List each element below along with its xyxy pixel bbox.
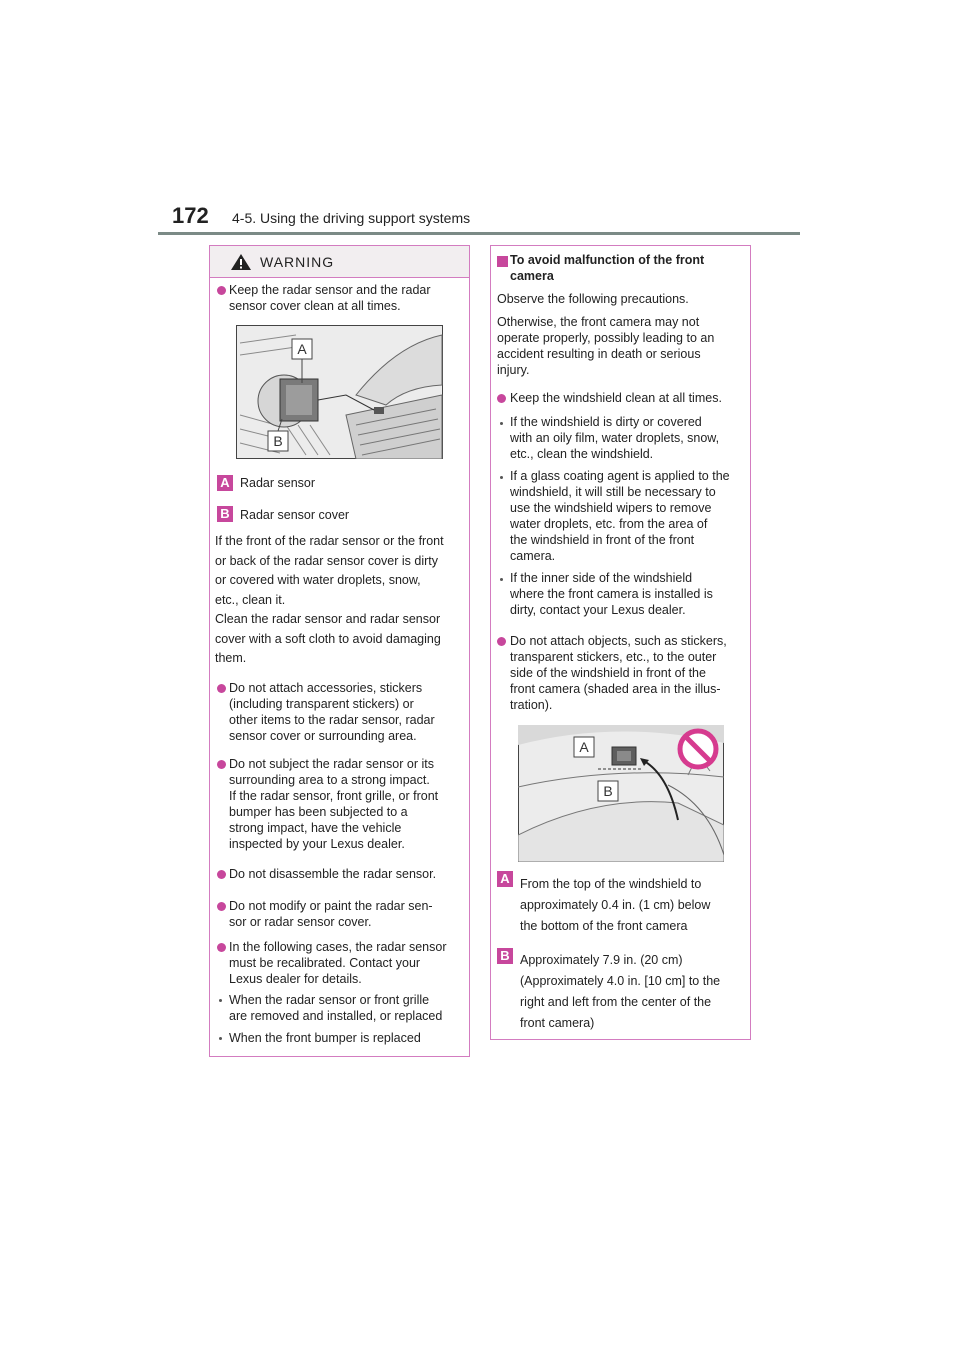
heading-square-icon (497, 256, 508, 267)
warning-sub-2: When the front bumper is replaced (229, 1031, 421, 1045)
sub-bullet-icon (500, 578, 503, 581)
camera-heading: To avoid malfunction of the front camera (510, 253, 705, 283)
header-rule (158, 232, 800, 235)
legend-a-text: From the top of the windshield to approximately 0.4 in. (1 cm) below the bottom of the front camera (520, 877, 711, 933)
warning-label: WARNING (260, 254, 335, 270)
camera-intro: Observe the following precautions. (497, 292, 689, 306)
windshield-figure (518, 725, 724, 862)
warning-triangle-icon (230, 253, 252, 271)
bullet-icon (497, 637, 506, 646)
sub-bullet-icon (219, 1037, 222, 1040)
legend-b-text: Approximately 7.9 in. (20 cm) (Approximately 4.0 in. [10 cm] to the right and left from the center of the front camera) (520, 953, 721, 1030)
sub-bullet-icon (500, 422, 503, 425)
bullet-icon (217, 684, 226, 693)
radar-sensor-figure (236, 325, 443, 459)
warning-bullet-1: Keep the radar sensor and the radar sensor cover clean at all times. (229, 283, 431, 313)
prohibited-icon (680, 731, 716, 767)
warning-sub-1: When the radar sensor or front grille are removed and installed, or replaced (229, 993, 443, 1023)
legend-b-label: B (497, 948, 513, 964)
figure-callout-b: B (603, 783, 613, 799)
bullet-icon (217, 870, 226, 879)
bullet-icon (217, 902, 226, 911)
warning-bullet-3: Do not subject the radar sensor or its surrounding area to a strong impact. If the radar sensor, front grille, or front bumper has been subjected to a strong impact, have the vehicle inspected by your Lexus dealer. (229, 757, 439, 851)
warning-bullet-5: Do not modify or paint the radar sen- sor or radar sensor cover. (229, 899, 433, 929)
legend-b-text: Radar sensor cover (240, 508, 350, 522)
legend-a-label: A (217, 475, 233, 491)
figure-callout-a: A (579, 739, 589, 755)
cleaning-paragraph: If the front of the radar sensor or the front or back of the radar sensor cover is dirty or covered with water droplets, snow, etc., clean it. Clean the radar sensor and radar sensor cover with a soft cloth to avoid damaging them. (215, 534, 444, 665)
camera-sub-3: If the inner side of the windshield where the front camera is installed is dirty, contact your Lexus dealer. (510, 571, 713, 617)
warning-box (209, 245, 470, 1057)
camera-bullet-2: Do not attach objects, such as stickers, transparent stickers, etc., to the outer side of the windshield in front of the front camera (shaded area in the illus- tration). (510, 634, 727, 712)
warning-bullet-6: In the following cases, the radar sensor must be recalibrated. Contact your Lexus dealer for details. (229, 940, 447, 986)
sub-bullet-icon (219, 999, 222, 1002)
legend-b-label: B (217, 506, 233, 522)
camera-consequence: Otherwise, the front camera may not operate properly, possibly leading to an accident resulting in death or serious injury. (497, 315, 715, 377)
camera-box (490, 245, 751, 1040)
bullet-icon (217, 760, 226, 769)
page-number: 172 (172, 203, 209, 228)
warning-bullet-4: Do not disassemble the radar sensor. (229, 867, 437, 881)
bullet-icon (217, 286, 226, 295)
sub-bullet-icon (500, 476, 503, 479)
legend-a-label: A (497, 871, 513, 887)
section-title: 4-5. Using the driving support systems (232, 210, 471, 226)
bullet-icon (497, 394, 506, 403)
figure-callout-b: B (273, 433, 283, 449)
warning-header (210, 246, 469, 278)
camera-bullet-1: Keep the windshield clean at all times. (510, 391, 722, 405)
camera-sub-1: If the windshield is dirty or covered with an oily film, water droplets, snow, etc., clean the windshield. (510, 415, 720, 461)
legend-a-text: Radar sensor (240, 476, 316, 490)
camera-sub-2: If a glass coating agent is applied to the windshield, it will still be necessary to use the windshield wipers to remove water droplets, etc. from the area of the windshield in front of the front camera. (510, 469, 730, 563)
warning-bullet-2: Do not attach accessories, stickers (including transparent stickers) or other items to the radar sensor, radar sensor cover or surrounding area. (229, 681, 435, 743)
bullet-icon (217, 943, 226, 952)
figure-callout-a: A (297, 341, 307, 357)
